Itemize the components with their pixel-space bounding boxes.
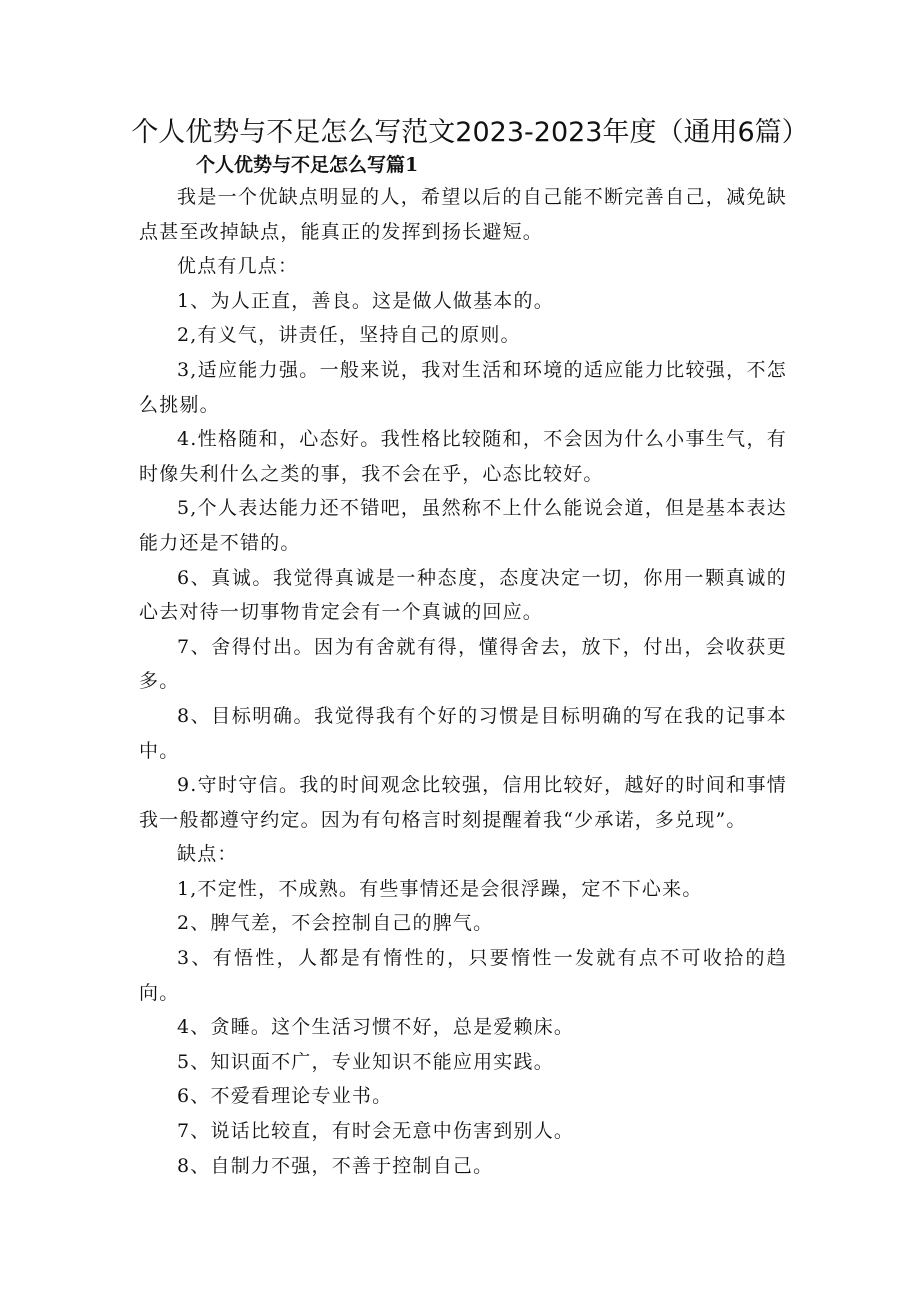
strength-item: 7、舍得付出。因为有舍就有得，懂得舍去，放下，付出，会收获更多。 [139,635,787,693]
weakness-item: 5、知识面不广，专业知识不能应用实践。 [177,1050,554,1073]
document-title: 个人优势与不足怎么写范文2023-2023年度（通用6篇） [131,117,809,148]
weakness-item: 8、自制力不强，不善于控制自己。 [177,1154,494,1177]
document-body [139,180,787,1183]
strength-item: 6、真诚。我觉得真诚是一种态度，态度决定一切，你用一颗真诚的心去对待一切事物肯定会有一个真诚的回应。 [139,566,787,624]
paragraph-intro: 我是一个优缺点明显的人，希望以后的自己能不断完善自己，减免缺点甚至改掉缺点，能真正的发挥到扬长避短。 [139,186,787,243]
weakness-item: 2、脾气差，不会控制自己的脾气。 [177,912,494,935]
strength-item: 5,个人表达能力还不错吧，虽然称不上什么能说会道，但是基本表达能力还是不错的。 [139,497,787,554]
weakness-item: 7、说话比较直，有时会无意中伤害到别人。 [177,1120,575,1143]
weaknesses-heading: 缺点： [177,843,238,866]
strength-item: 3,适应能力强。一般来说，我对生活和环境的适应能力比较强，不怎么挑剔。 [139,358,787,416]
weakness-item: 1,不定性，不成熟。有些事情还是会很浮躁，定不下心来。 [177,877,703,900]
weakness-item: 4、贪睡。这个生活习惯不好，总是爱赖床。 [177,1016,575,1039]
section-heading: 个人优势与不足怎么写篇1 [196,154,419,176]
strength-item: 1、为人正直，善良。这是做人做基本的。 [177,289,554,312]
weakness-item: 3、有悟性，人都是有惰性的，只要惰性一发就有点不可收拾的趋向。 [139,947,787,1004]
strengths-heading: 优点有几点： [177,255,299,278]
strength-item: 2,有义气，讲责任，坚持自己的原则。 [177,324,521,347]
strength-item: 4.性格随和，心态好。我性格比较随和，不会因为什么小事生气，有时像失利什么之类的事，我不会在乎，心态比较好。 [139,428,787,485]
weakness-item: 6、不爱看理论专业书。 [177,1085,393,1108]
strength-item: 8、目标明确。我觉得我有个好的习惯是目标明确的写在我的记事本中。 [139,704,787,762]
strength-item: 9.守时守信。我的时间观念比较强，信用比较好，越好的时间和事情我一般都遵守约定。因为有句格言时刻提醒着我“少承诺，多兑现”。 [139,774,787,831]
